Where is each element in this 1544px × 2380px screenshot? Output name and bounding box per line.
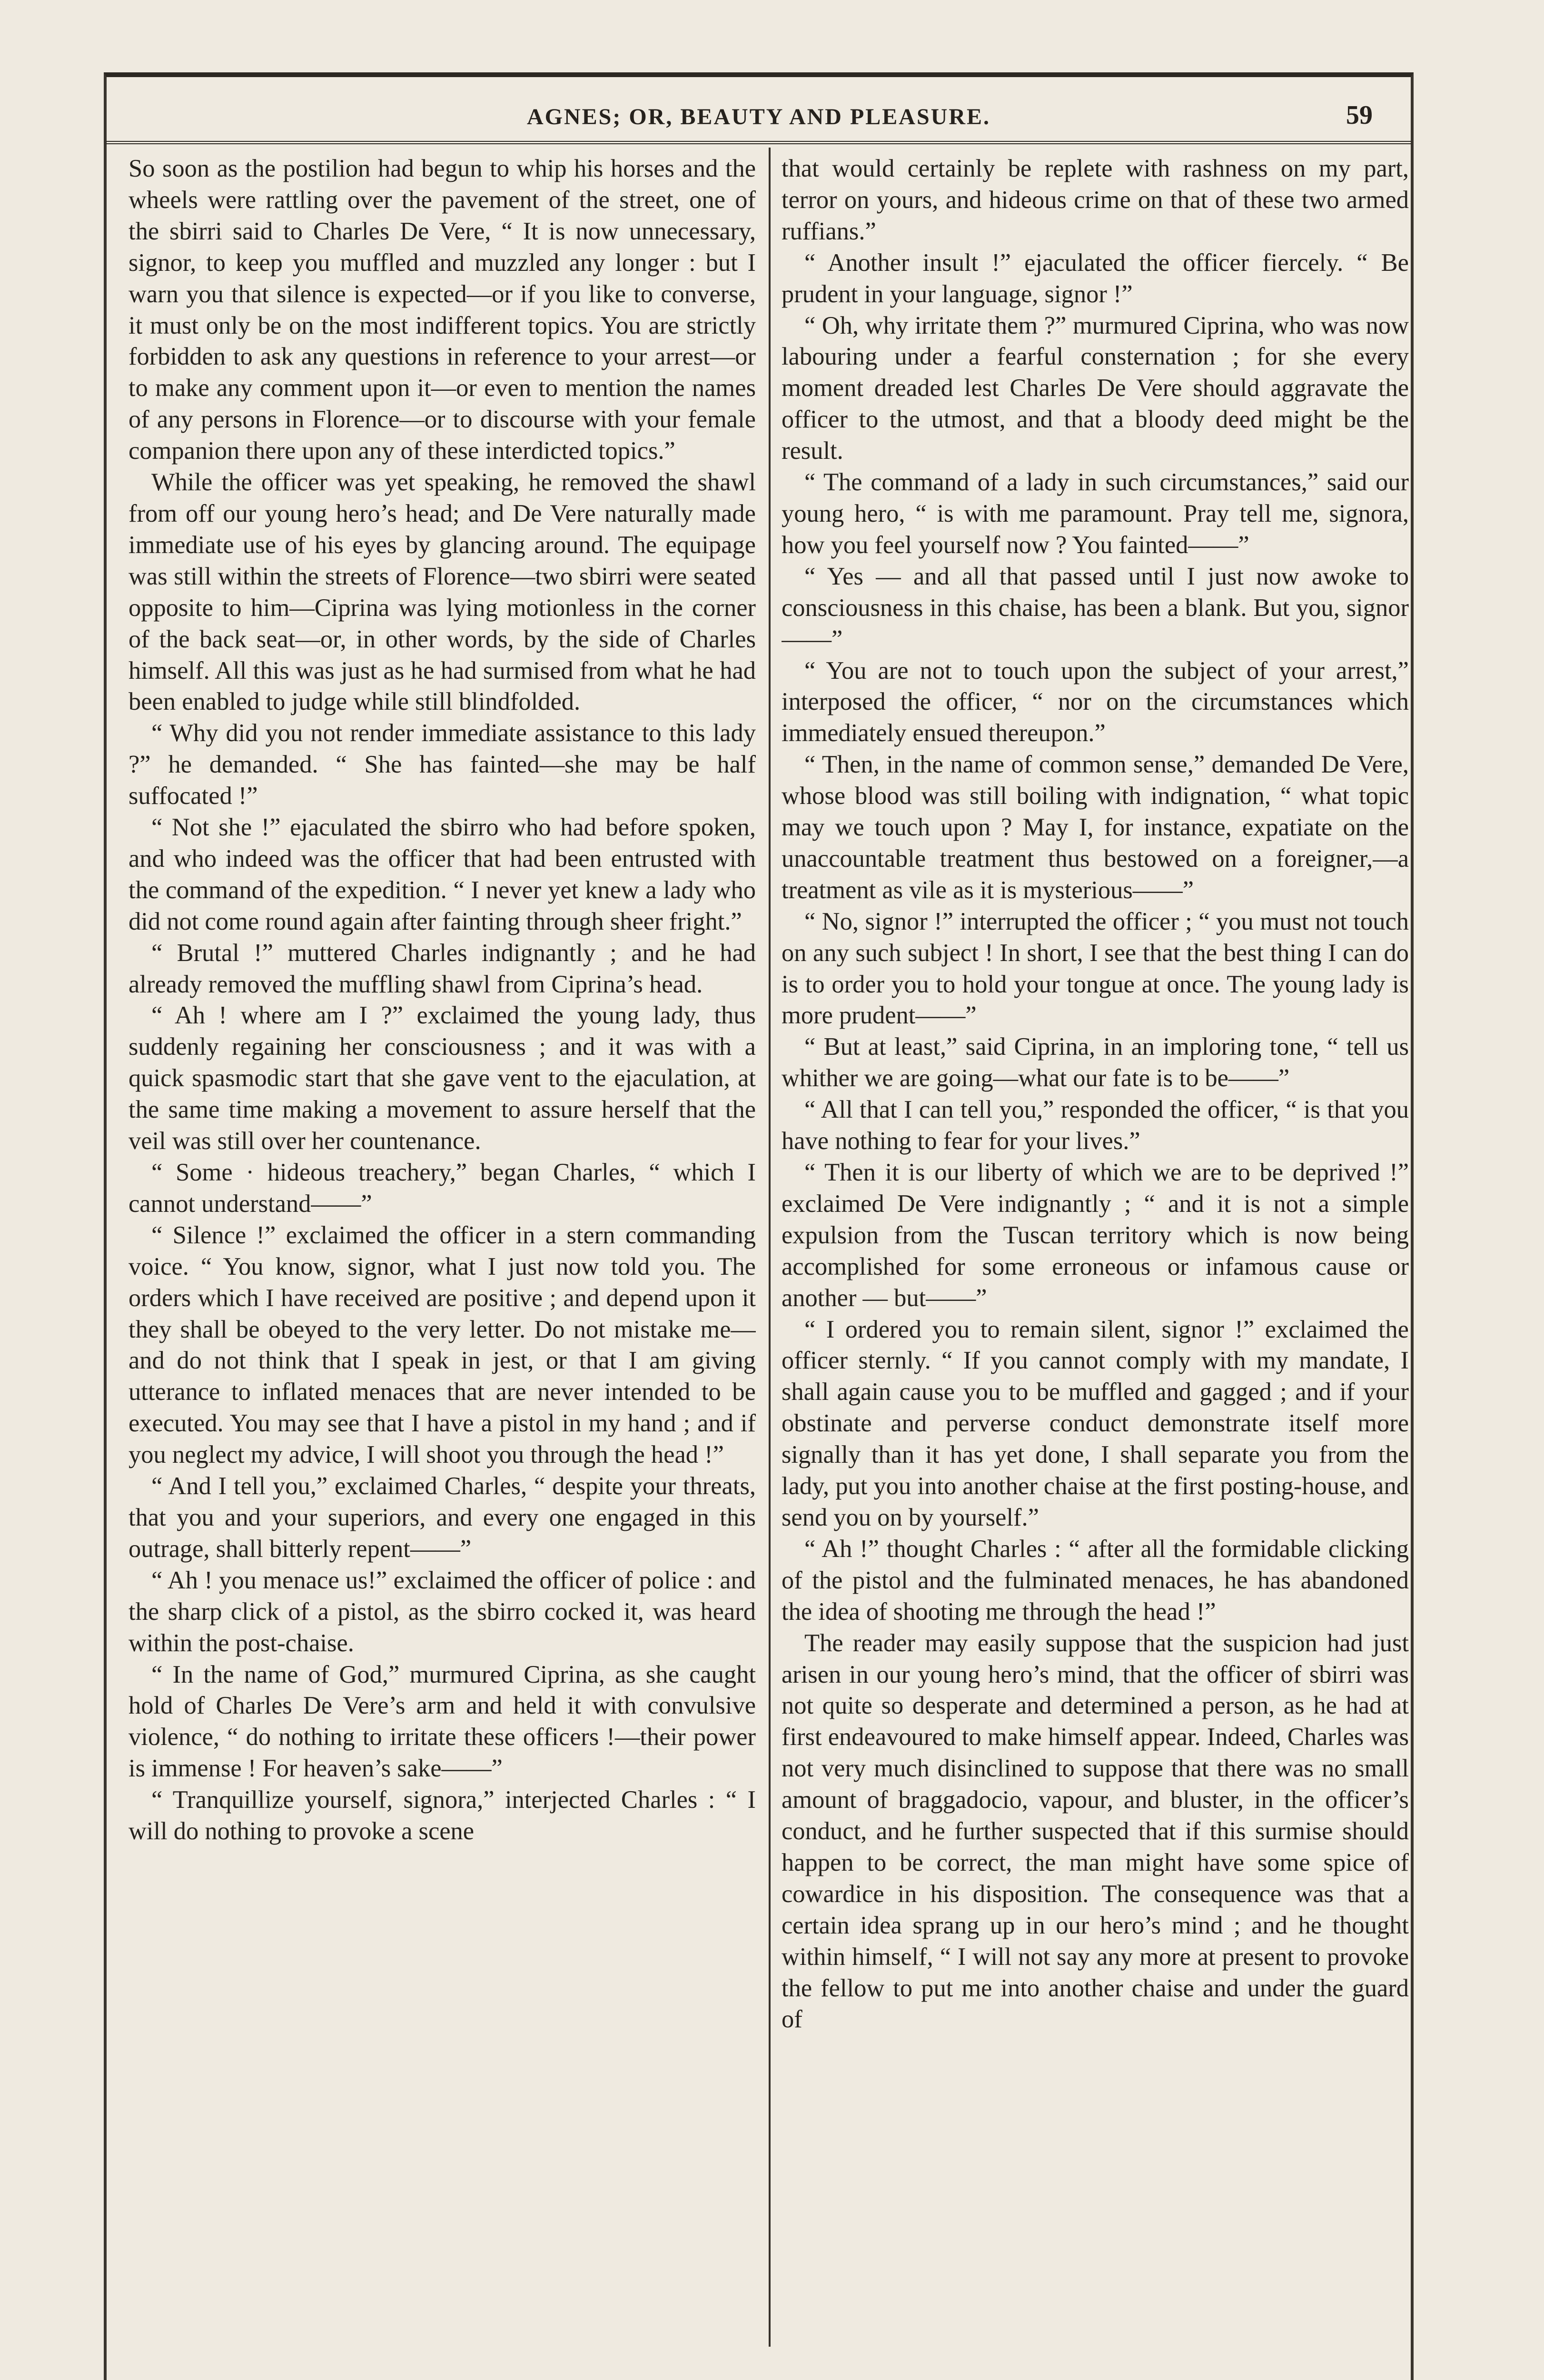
paragraph: So soon as the postilion had begun to whip his horses and the wheels were rattling over the pavement of the street, one of the sbirri said to Charles De Vere, “ It is now unnecessary, signor, to keep you muffled and muzzled any longer : but I warn you that silence is expected—or if you like to converse, it must only be on the most indifferent topics. You are strictly forbidden to ask any questions in reference to your arrest—or to make any comment upon it—or even to mention the names of any persons in Florence—or to discourse with your female companion there upon any of these interdicted topics.” <box>129 155 756 465</box>
paragraph: “ Then, in the name of common sense,” demanded De Vere, whose blood was still boiling with indignation, “ what topic may we touch upon ? May I, for instance, expatiate on the unaccountable treatment thus bestowed on a foreigner,—a treatment as vile as it is mysterious——” <box>782 751 1409 904</box>
paragraph: “ You are not to touch upon the subject of your arrest,” interposed the officer, “ nor on the circumstances which immediately ensued thereupon.” <box>782 656 1409 747</box>
left-column <box>129 153 756 2348</box>
paragraph: “ Then it is our liberty of which we are to be deprived !” exclaimed De Vere indignantly ; “ and it is not a simple expulsion from the Tuscan territory which is now being accomplished for some erroneous or infamous cause or another — but——” <box>782 1159 1409 1312</box>
header-rule <box>106 141 1412 144</box>
paragraph: “ Silence !” exclaimed the officer in a stern commanding voice. “ You know, signor, what I just now told you. The orders which I have received are positive ; and depend upon it they shall be obeyed to the very letter. Do not mistake me—and do not think that I speak in jest, or that I am giving utterance to inflated menaces that are never intended to be executed. You may see that I have a pistol in my hand ; and if you neglect my advice, I will shoot you through the head !” <box>129 1221 756 1469</box>
paragraph: “ I ordered you to remain silent, signor !” exclaimed the officer sternly. “ If you cannot comply with my mandate, I shall again cause you to be muffled and gagged ; and if your obstinate and perverse conduct demonstrate itself more signally than it has yet done, I shall separate you from the lady, put you into another chaise at the first posting-house, and send you on by yourself.” <box>782 1315 1409 1531</box>
paragraph: “ And I tell you,” exclaimed Charles, “ despite your threats, that you and your superiors, and every one engaged in this outrage, shall bitterly repent——” <box>129 1472 756 1563</box>
paragraph: “ In the name of God,” murmured Ciprina, as she caught hold of Charles De Vere’s arm and held it with convulsive violence, “ do nothing to irritate these officers !—their power is immense ! For heaven’s sake——” <box>129 1660 756 1783</box>
paragraph: “ Ah ! where am I ?” exclaimed the young lady, thus suddenly regaining her consciousness ; and it was with a quick spasmodic start that she gave vent to the ejaculation, at the same time making a movement to assure herself that the veil was still over her countenance. <box>129 1002 756 1155</box>
paragraph: “ Oh, why irritate them ?” murmured Ciprina, who was now labouring under a fearful consternation ; for she every moment dreaded lest Charles De Vere should aggravate the officer to the utmost, and that a bloody deed might be the result. <box>782 311 1409 465</box>
paragraph: “ Another insult !” ejaculated the officer fiercely. “ Be prudent in your language, signor !” <box>782 248 1409 308</box>
paragraph: While the officer was yet speaking, he removed the shawl from off our young hero’s head; and De Vere naturally made immediate use of his eyes by glancing around. The equipage was still within the streets of Florence—two sbirri were seated opposite to him—Ciprina was lying motionless in the corner of the back seat—or, in other words, by the side of Charles himself. All this was just as he had surmised from what he had been enabled to judge while still blindfolded. <box>129 468 756 716</box>
paragraph: “ Why did you not render immediate assistance to this lady ?” he demanded. “ She has fainted—she may be half suffocated !” <box>129 719 756 810</box>
paragraph: “ Yes — and all that passed until I just now awoke to consciousness in this chaise, has been a blank. But you, signor——” <box>782 562 1409 653</box>
right-column <box>782 153 1409 2348</box>
paragraph: “ The command of a lady in such circumstances,” said our young hero, “ is with me paramount. Pray tell me, signora, how you feel yourself now ? You fainted——” <box>782 468 1409 559</box>
paragraph: “ Tranquillize yourself, signora,” interjected Charles : “ I will do nothing to provoke a scene <box>129 1786 756 1845</box>
paragraph: “ Ah ! you menace us!” exclaimed the officer of police : and the sharp click of a pistol, as the sbirro cocked it, was heard within the post-chaise. <box>129 1566 756 1657</box>
page-number: 59 <box>1346 100 1373 130</box>
paragraph: that would certainly be replete with rashness on my part, terror on yours, and hideous crime on that of these two armed ruffians.” <box>782 155 1409 245</box>
running-title: AGNES; OR, BEAUTY AND PLEASURE. <box>526 104 990 129</box>
paragraph: “ But at least,” said Ciprina, in an imploring tone, “ tell us whither we are going—what our fate is to be——” <box>782 1033 1409 1092</box>
paragraph: “ No, signor !” interrupted the officer ; “ you must not touch on any such subject ! In short, I see that the best thing I can do is to order you to hold your tongue at once. The young lady is more prudent——” <box>782 907 1409 1030</box>
paragraph: The reader may easily suppose that the suspicion had just arisen in our young hero’s mind, that the officer of sbirri was not quite so desperate and determined a person, as he had at first endeavoured to make himself appear. Indeed, Charles was not very much disinclined to suppose that there was no small amount of braggadocio, vapour, and bluster, in the officer’s conduct, and he further suspected that if this surmise should happen to be correct, the man might have some spice of cowardice in his disposition. The consequence was that a certain idea sprang up in our hero’s mind ; and he thought within himself, “ I will not say any more at present to provoke the fellow to put me into another chaise and under the guard of <box>782 1629 1409 2033</box>
paragraph: “ Some · hideous treachery,” began Charles, “ which I cannot understand——” <box>129 1159 756 1218</box>
paragraph: “ All that I can tell you,” responded the officer, “ is that you have nothing to fear for your lives.” <box>782 1096 1409 1155</box>
paragraph: “ Brutal !” muttered Charles indignantly ; and he had already removed the muffling shawl from Ciprina’s head. <box>129 939 756 998</box>
column-rule <box>769 148 771 2347</box>
paragraph: “ Not she !” ejaculated the sbirro who had before spoken, and who indeed was the officer that had been entrusted with the command of the expedition. “ I never yet knew a lady who did not come round again after fainting through sheer fright.” <box>129 813 756 935</box>
running-head <box>104 99 1414 137</box>
paragraph: “ Ah !” thought Charles : “ after all the formidable clicking of the pistol and the fulminated menaces, he has abandoned the idea of shooting me through the head !” <box>782 1535 1409 1626</box>
